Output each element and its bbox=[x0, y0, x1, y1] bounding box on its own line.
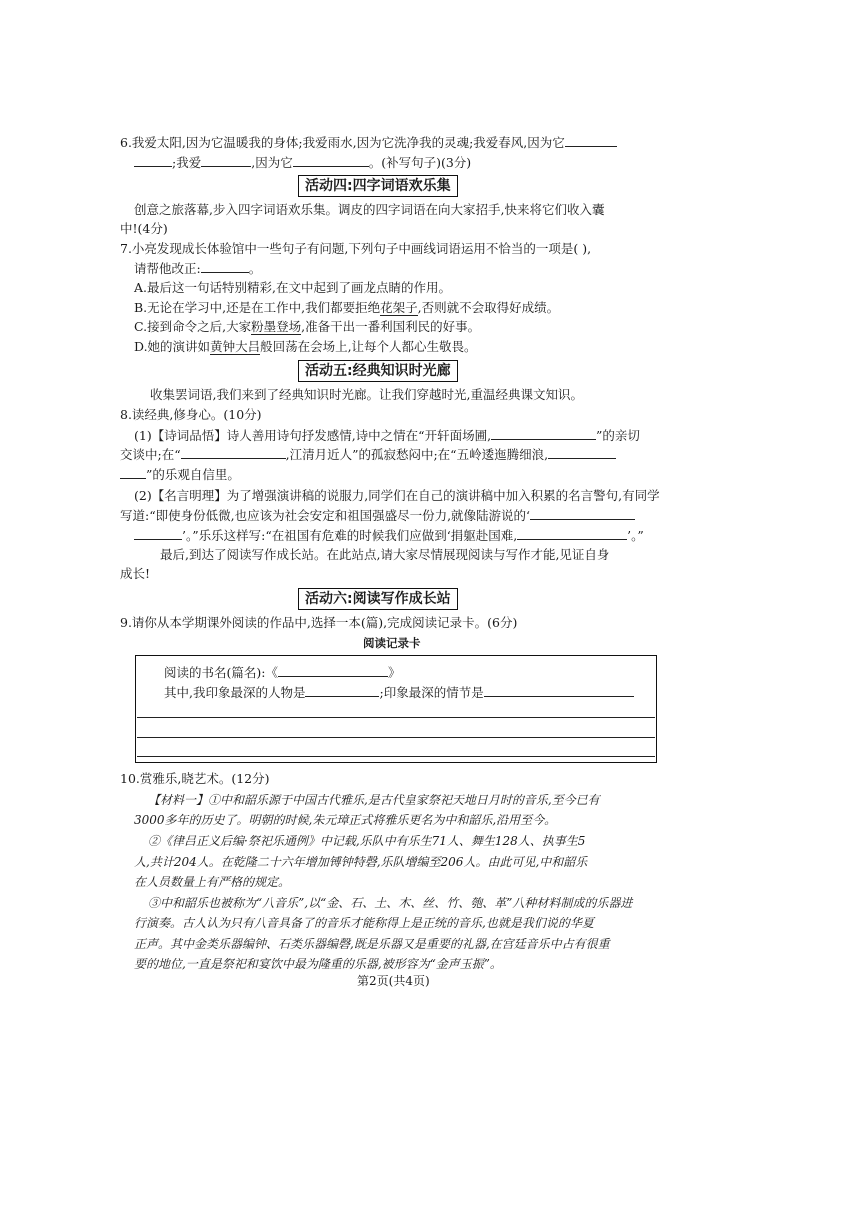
answer-blank[interactable] bbox=[293, 154, 369, 167]
material-1-line: 正声。其中金类乐器编钟、石类乐器编磬,既是乐器又是重要的礼器,在宫廷音乐中占有很重 bbox=[134, 937, 610, 951]
activity5-intro: 收集罢词语,我们来到了经典知识时光廊。让我们穿越时光,重温经典课文知识。 bbox=[150, 387, 583, 402]
reading-card-title: 阅读记录卡 bbox=[363, 636, 421, 650]
q6-line2: ;我爱 ,因为它 。(补写句子)(3分) bbox=[134, 154, 471, 171]
q10-stem: 10.赏雅乐,晓艺术。(12分) bbox=[120, 771, 270, 786]
answer-blank[interactable] bbox=[517, 527, 627, 540]
q8-part1-line2: 交谈中;在“ ,江清月近人”的孤寂愁闷中;在“五岭逶迤腾细浪, bbox=[120, 446, 616, 463]
activity5-title: 活动五:经典知识时光廊 bbox=[298, 360, 458, 382]
q7-stem-line2: 请帮他改正: 。 bbox=[134, 261, 262, 276]
q7-option-c: C.接到命令之后,大家粉墨登场,准备干出一番利国利民的好事。 bbox=[134, 319, 481, 334]
card-writing-line[interactable] bbox=[137, 737, 655, 738]
q8-part1-line3: ”的乐观自信里。 bbox=[120, 466, 240, 483]
activity4-intro-line2: 中!(4分) bbox=[120, 221, 168, 236]
answer-blank[interactable] bbox=[530, 507, 635, 520]
q6-line1: 6.我爱太阳,因为它温暖我的身体;我爱雨水,因为它洗净我的灵魂;我爱春风,因为它 bbox=[120, 134, 617, 151]
q7-stem: 7.小亮发现成长体验馆中一些句子有问题,下列句子中画线词语运用不恰当的一项是( ), bbox=[120, 241, 592, 256]
material-1-line: 【材料一】①中和韶乐源于中国古代雅乐,是古代皇家祭祀天地日月时的音乐,至今已有 bbox=[148, 793, 600, 807]
material-1-line: 在人员数量上有严格的规定。 bbox=[134, 875, 291, 889]
card-row-book-title: 阅读的书名(篇名):《 》 bbox=[164, 665, 401, 680]
q8-part2-line1: (2)【名言明理】为了增强演讲稿的说服力,同学们在自己的演讲稿中加入积累的名言警句,有同学 bbox=[134, 488, 660, 503]
answer-blank[interactable] bbox=[120, 466, 146, 479]
card-row-character: 其中,我印象最深的人物是 ;印象最深的情节是 bbox=[164, 684, 634, 701]
answer-blank[interactable] bbox=[134, 527, 182, 540]
material-1-line: 人,共计204人。在乾隆二十六年增加镈钟特磬,乐队增编至206人。由此可见,中和韶乐 bbox=[134, 855, 588, 869]
q7-option-b: B.无论在学习中,还是在工作中,我们都要拒绝花架子,否则就不会取得好成绩。 bbox=[134, 300, 560, 315]
q8-stem: 8.读经典,修身心。(10分) bbox=[120, 407, 262, 422]
q8-part2-line3: ’。”乐乐这样写:“在祖国有危难的时候我们应做到‘捐躯赴国难, ’。” bbox=[134, 527, 644, 544]
card-writing-line[interactable] bbox=[137, 756, 655, 757]
q9-stem: 9.请你从本学期课外阅读的作品中,选择一本(篇),完成阅读记录卡。(6分) bbox=[120, 615, 518, 630]
transition-line2: 成长! bbox=[120, 566, 151, 581]
q7-option-a: A.最后这一句话特别精彩,在文中起到了画龙点睛的作用。 bbox=[134, 280, 451, 295]
material-1-line: 行演奏。古人认为只有八音具备了的音乐才能称得上是正统的音乐,也就是我们说的华夏 bbox=[134, 916, 594, 930]
answer-blank[interactable] bbox=[134, 154, 172, 167]
material-1-line: 3000多年的历史了。明朝的时候,朱元璋正式将雅乐更名为中和韶乐,沿用至今。 bbox=[134, 813, 557, 827]
q8-part1-line1: (1)【诗词品悟】诗人善用诗句抒发感情,诗中之情在“开轩面场圃, ”的亲切 bbox=[134, 428, 640, 443]
answer-blank[interactable] bbox=[491, 427, 596, 440]
activity4-title: 活动四:四字词语欢乐集 bbox=[298, 175, 458, 197]
transition-line1: 最后,到达了阅读写作成长站。在此站点,请大家尽情展现阅读与写作才能,见证自身 bbox=[160, 547, 610, 562]
material-1-line: ②《律吕正义后编·祭祀乐通例》中记载,乐队中有乐生71人、舞生128人、执事生5 bbox=[148, 834, 586, 848]
material-1-line: ③中和韶乐也被称为“八音乐”,以“金、石、土、木、丝、竹、匏、革”八种材料制成的乐器进 bbox=[148, 896, 633, 910]
answer-blank[interactable] bbox=[548, 446, 616, 459]
character-blank[interactable] bbox=[305, 684, 379, 697]
q8-part2-line2: 写道:“即使身份低微,也应该为社会安定和祖国强盛尽一份力,就像陆游说的‘ bbox=[120, 507, 635, 524]
material-1-line: 要的地位,一直是祭祀和宴饮中最为隆重的乐器,被形容为“金声玉振”。 bbox=[134, 957, 502, 971]
answer-blank[interactable] bbox=[181, 446, 286, 459]
answer-blank[interactable] bbox=[565, 134, 617, 147]
activity6-title: 活动六:阅读写作成长站 bbox=[298, 588, 458, 610]
answer-blank[interactable] bbox=[201, 154, 251, 167]
card-writing-line[interactable] bbox=[137, 717, 655, 718]
activity4-intro-line1: 创意之旅落幕,步入四字词语欢乐集。调皮的四字词语在向大家招手,快来将它们收入囊 bbox=[134, 202, 605, 217]
answer-blank[interactable] bbox=[201, 260, 249, 273]
book-title-blank[interactable] bbox=[278, 664, 388, 677]
page-number: 第2页(共4页) bbox=[357, 974, 430, 988]
q7-option-d: D.她的演讲如黄钟大吕般回荡在会场上,让每个人都心生敬畏。 bbox=[134, 339, 477, 354]
plot-blank[interactable] bbox=[484, 684, 634, 697]
